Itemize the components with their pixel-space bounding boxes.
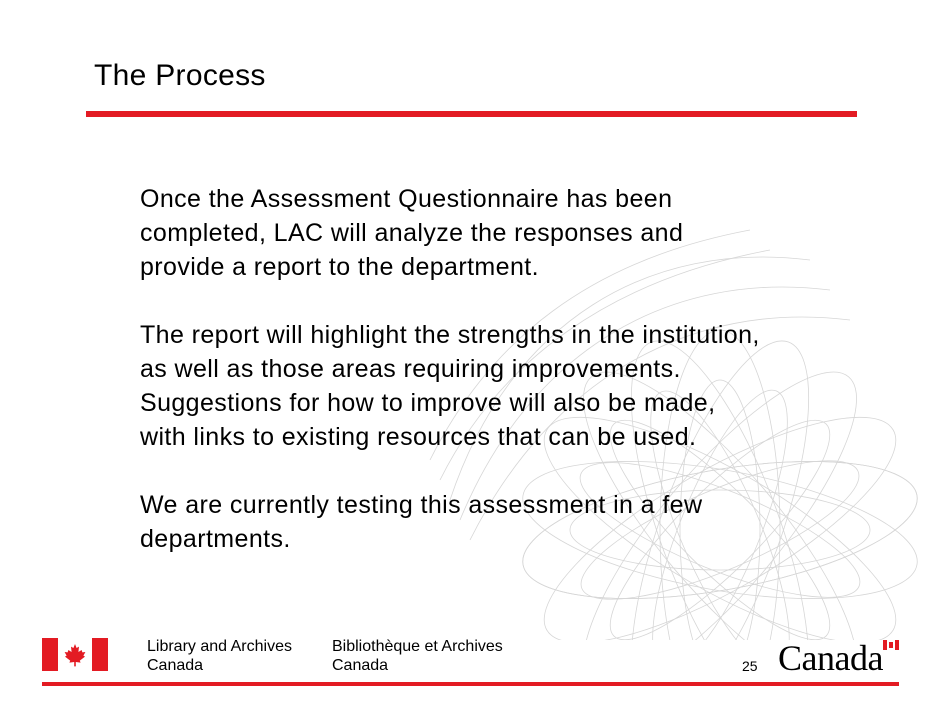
org-name-french bbox=[332, 637, 503, 675]
title-divider bbox=[86, 111, 857, 117]
slide-footer bbox=[0, 630, 942, 690]
org-fr-line-1: Bibliothèque et Archives bbox=[332, 638, 503, 655]
org-name-english bbox=[147, 637, 292, 675]
org-fr-line-2: Canada bbox=[332, 657, 389, 674]
paragraph-1: Once the Assessment Questionnaire has been completed, LAC will analyze the responses and provide a report to the department. bbox=[140, 185, 684, 281]
maple-leaf-icon bbox=[63, 643, 87, 667]
footer-divider bbox=[42, 682, 899, 686]
slide-body bbox=[140, 182, 840, 590]
org-en-line-1: Library and Archives bbox=[147, 638, 292, 655]
canada-flag-icon bbox=[42, 638, 108, 671]
slide-title: The Process bbox=[94, 59, 266, 92]
paragraph-3: We are currently testing this assessment in a few departments. bbox=[140, 491, 703, 553]
org-en-line-2: Canada bbox=[147, 657, 204, 674]
canada-wordmark: Canada bbox=[778, 638, 883, 678]
paragraph-2: The report will highlight the strengths in the institution, as well as those areas requiring improvements. Suggestions for how to improve will also be made, with links to existing resources that can be used. bbox=[140, 321, 760, 451]
page-number: 25 bbox=[742, 658, 758, 674]
wordmark-flag-icon bbox=[883, 640, 899, 650]
